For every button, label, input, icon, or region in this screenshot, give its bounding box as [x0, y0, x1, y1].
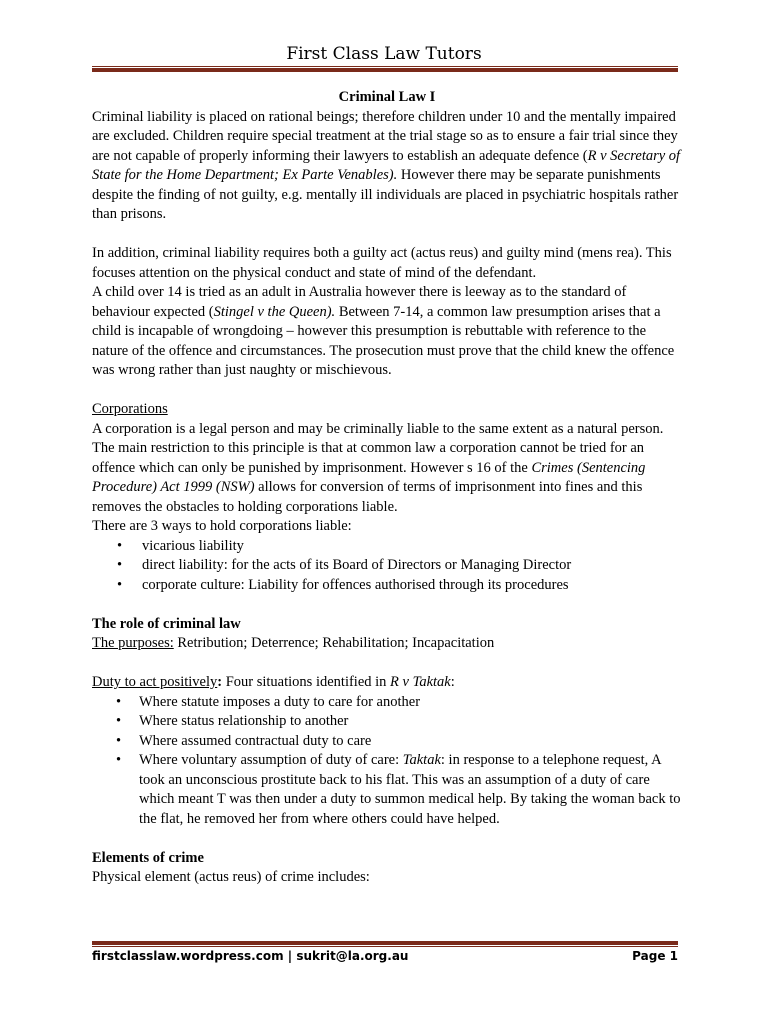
- elements-paragraph: Physical element (actus reus) of crime includes:: [92, 869, 370, 885]
- elements-heading: Elements of crime: [92, 849, 204, 866]
- list-item: • Where assumed contractual duty to care: [116, 732, 372, 749]
- document-body: [92, 88, 682, 888]
- list-item: • direct liability: for the acts of its Board of Directors or Managing Director: [117, 557, 572, 573]
- page-header-title: First Class Law Tutors: [286, 44, 482, 64]
- list-item: • corporate culture: Liability for offences authorised through its procedures: [117, 576, 569, 593]
- list-item: • vicarious liability: [117, 537, 244, 554]
- list-item: • Where statute imposes a duty to care for another: [116, 693, 421, 710]
- duty-intro: Duty to act positively: Four situations identified in R v Taktak:: [92, 674, 455, 690]
- page-number: Page 1: [632, 949, 678, 963]
- list-item: • Where status relationship to another: [116, 713, 349, 729]
- duty-situations-list: [92, 693, 682, 830]
- corporations-heading: Corporations: [92, 401, 168, 417]
- footer-site-email: firstclasslaw.wordpress.com | sukrit@la.org.au: [92, 949, 409, 963]
- document-heading: Criminal Law I: [338, 89, 436, 105]
- corporations-ways-list: [92, 537, 682, 596]
- role-purposes: The purposes: Retribution; Deterrence; Rehabilitation; Incapacitation: [92, 635, 495, 651]
- role-heading: The role of criminal law: [92, 615, 241, 632]
- corporations-paragraph: A corporation is a legal person and may be criminally liable to the same extent as a natural person. The main restriction to this principle is that at common law a corporation cannot be tried for an offence which can only be punished by imprisonment. However s 16 of the Crimes (Sentencing Procedure) Act 1999 (NSW) allows for conversion of terms of imprisonment into fines and this removes the obstacles to holding corporations liable.: [92, 420, 664, 515]
- intro-paragraph: Criminal liability is placed on rational beings; therefore children under 10 and the mentally impaired are excluded. Children require special treatment at the trial stage so as to ensure a fair trial since they are not capable of properly informing their lawyers to establish an adequate defence (R v Secretary of State for the Home Department; Ex Parte Venables). However there may be separate punishments despite the finding of not guilty, e.g. mentally ill individuals are placed in psychiatric hospitals rather than prisons.: [92, 108, 681, 222]
- header-rule: [92, 66, 678, 72]
- actus-mens-paragraph: In addition, criminal liability requires both a guilty act (actus reus) and guilty mind (mens rea). This focuses attention on the physical conduct and state of mind of the defendant.: [92, 245, 672, 281]
- footer-rule: [92, 941, 678, 947]
- list-item: • Where voluntary assumption of duty of care: Taktak: in response to a telephone request, A took an unconscious prostitute back to his flat. This was an assumption of a duty of care which meant T was then under a duty to summon medical help. By taking the woman back to the flat, he removed her from where others could have helped.: [116, 752, 681, 827]
- duty-heading: Duty to act positively: [92, 674, 218, 690]
- corporations-ways-intro: There are 3 ways to hold corporations liable:: [92, 518, 352, 534]
- child-age-paragraph: A child over 14 is tried as an adult in Australia however there is leeway as to the standard of behaviour expected (Stingel v the Queen). Between 7-14, a common law presumption arises that a child is incapable of wrongdoing – however this presumption is rebuttable with reference to the nature of the offence and circumstances. The prosecution must prove that the child knew the offence was wrong rather than just naughty or mischievous.: [92, 284, 675, 378]
